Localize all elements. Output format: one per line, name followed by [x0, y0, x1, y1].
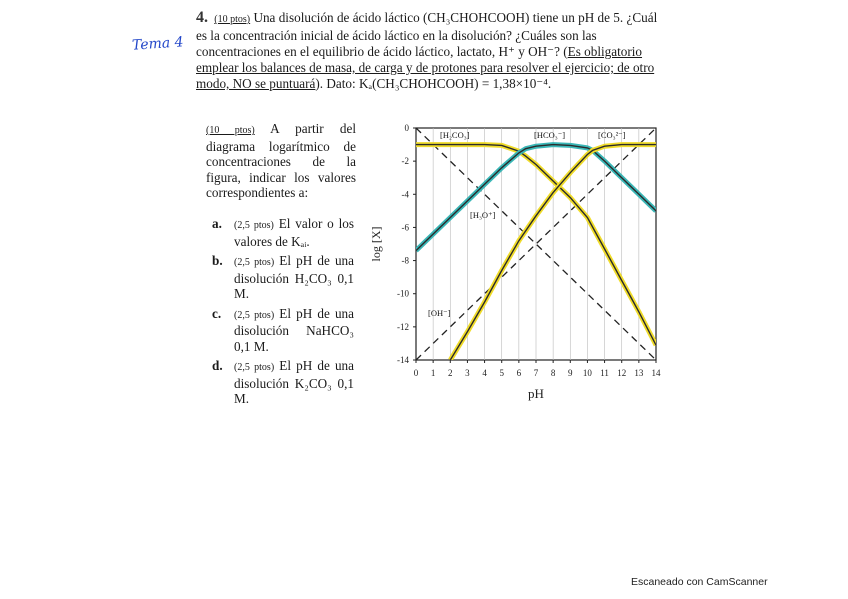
x-tick-label: 0: [413, 368, 419, 378]
x-tick-label: 12: [617, 368, 627, 378]
y-tick-label: -8: [401, 255, 409, 266]
handwritten-note: Tema 4: [131, 34, 185, 54]
item-text: El pH de una disolución NaHCO₃ 0,1 M.: [234, 305, 354, 354]
h2co3-label: [H₂CO₃]: [440, 130, 470, 140]
x-tick-label: 1: [430, 368, 436, 378]
x-tick-label: 2: [448, 368, 453, 378]
question-4-points: (10 ptos): [214, 14, 251, 25]
x-tick-label: 14: [651, 368, 661, 378]
x-tick-label: 11: [600, 368, 609, 378]
x-tick-label: 4: [482, 368, 487, 378]
x-tick-label: 9: [568, 368, 573, 378]
y-tick-label: -2: [401, 156, 409, 167]
list-item: [212, 216, 354, 249]
question-4: [196, 10, 658, 92]
question-5-intro: [206, 121, 356, 201]
hco3-label: [HCO₃⁻]: [534, 130, 566, 140]
question-5-text: A partir del diagrama logarítmico de concentraciones de la figura, indicar los valores correspondientes a:: [206, 121, 356, 200]
h3o-label: [H₃O⁺]: [470, 210, 496, 220]
item-text: El pH de una disolución K₂CO₃ 0,1 M.: [234, 358, 354, 406]
item-points: (2,5 ptos): [234, 257, 275, 268]
question-5-points: (10 ptos): [206, 125, 255, 136]
question-4-data: ). Dato: Kₐ(CH₃CHOHCOOH) = 1,38×10⁻⁴.: [315, 76, 552, 91]
item-label: b.: [212, 253, 223, 268]
co3-label: [CO₃²⁻]: [598, 130, 626, 140]
x-tick-label: 5: [499, 368, 504, 378]
y-tick-label: 0: [404, 123, 409, 133]
item-points: (2,5 ptos): [234, 362, 275, 373]
item-label: d.: [212, 358, 223, 373]
question-5-items: [212, 216, 354, 411]
x-tick-label: 3: [465, 368, 470, 378]
x-tick-label: 8: [550, 368, 556, 378]
list-item: [212, 358, 354, 407]
question-4-text: Una disolución de ácido láctico (CH₃CHOHCOOH) tiene un pH de 5. ¿Cuál es la concentración inicial de ácido láctico en la disolución? ¿Cuáles son las concentraciones en el equilibrio de ácido láctico, lactato, H⁺ y OH⁻? (: [196, 10, 658, 59]
item-text: El pH de una disolución H₂CO₃ 0,1 M.: [234, 253, 354, 301]
question-4-instruction: Es obligatorio emplear los balances de masa, de carga y de protones para resolver el ejercicio; de otro modo, NO se puntuará: [196, 44, 655, 91]
question-4-number: 4.: [196, 9, 208, 26]
item-label: a.: [212, 216, 222, 231]
x-tick-label: 7: [533, 368, 539, 378]
scanner-watermark: Escaneado con CamScanner: [631, 576, 768, 588]
y-tick-label: -12: [397, 321, 409, 332]
item-text: El valor o los valores de Kₐᵢ.: [234, 216, 354, 249]
x-tick-label: 6: [516, 368, 522, 378]
y-tick-label: -6: [401, 222, 409, 233]
log-concentration-diagram: [366, 116, 666, 416]
y-axis-label: log [X]: [369, 226, 383, 262]
y-tick-label: -10: [397, 288, 409, 299]
y-tick-label: -14: [397, 355, 409, 365]
oh-label: [OH⁻]: [428, 308, 451, 318]
item-points: (2,5 ptos): [234, 309, 275, 321]
item-label: c.: [212, 305, 222, 321]
y-tick-label: -4: [401, 189, 409, 200]
list-item: [212, 306, 354, 355]
x-tick-label: 13: [634, 368, 644, 378]
x-axis-label: pH: [528, 386, 544, 401]
x-tick-label: 10: [582, 368, 592, 378]
item-points: (2,5 ptos): [234, 220, 274, 231]
list-item: [212, 253, 354, 302]
